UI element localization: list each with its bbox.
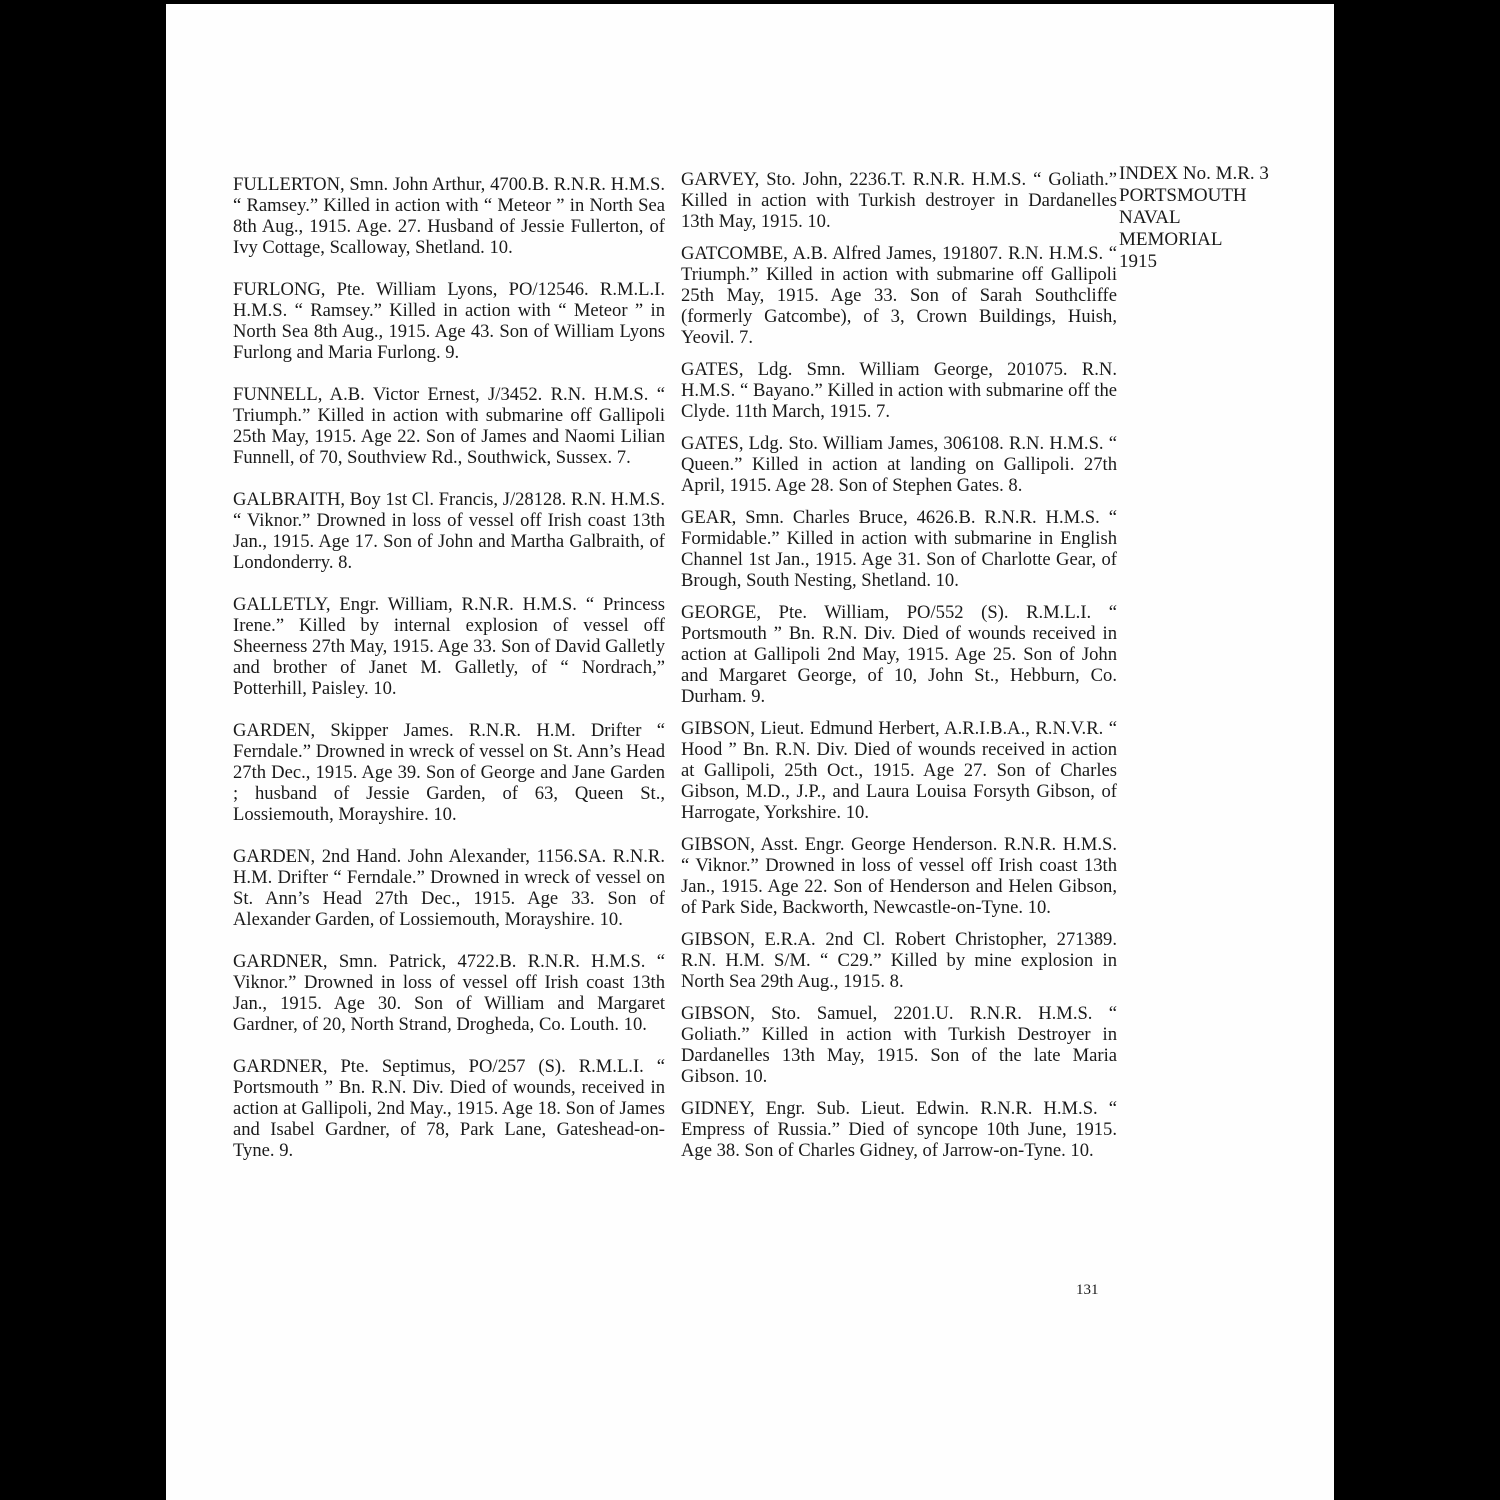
entry-furlong: FURLONG, Pte. William Lyons, PO/12546. R.M.L.I. H.M.S. “ Ramsey.” Killed in action with “ Meteor ” in North Sea 8th Aug., 1915. Age 43. Son of William Lyons Furlong and Maria Furlong. 9. bbox=[233, 279, 665, 363]
entry-gardner-septimus: GARDNER, Pte. Septimus, PO/257 (S). R.M.L.I. “ Portsmouth ” Bn. R.N. Div. Died of wounds, received in action at Gallipoli, 2nd May., 1915. Age 18. Son of James and Isabel Gardner, of 78, Park Lane, Gateshead-on-Tyne. 9. bbox=[233, 1056, 665, 1161]
entry-gatcombe: GATCOMBE, A.B. Alfred James, 191807. R.N. H.M.S. “ Triumph.” Killed in action with submarine off Gallipoli 25th May, 1915. Age 33. Son of Sarah Southcliffe (formerly Gatcombe), of 3, Crown Buildings, Huish, Yeovil. 7. bbox=[681, 243, 1117, 348]
entry-gardner-patrick: GARDNER, Smn. Patrick, 4722.B. R.N.R. H.M.S. “ Viknor.” Drowned in loss of vessel off Irish coast 13th Jan., 1915. Age 30. Son of William and Margaret Gardner, of 20, North Strand, Drogheda, Co. Louth. 10. bbox=[233, 951, 665, 1035]
entry-galletly: GALLETLY, Engr. William, R.N.R. H.M.S. “ Princess Irene.” Killed by internal explosion of vessel off Sheerness 27th May, 1915. Age 33. Son of David Galletly and brother of Janet M. Galletly, of “ Nordrach,” Potterhill, Paisley. 10. bbox=[233, 594, 665, 699]
left-column bbox=[233, 174, 665, 1182]
right-column bbox=[681, 169, 1117, 1172]
entry-gibson-robert: GIBSON, E.R.A. 2nd Cl. Robert Christopher, 271389. R.N. H.M. S/M. “ C29.” Killed by mine explosion in North Sea 29th Aug., 1915. 8. bbox=[681, 929, 1117, 992]
entry-gear: GEAR, Smn. Charles Bruce, 4626.B. R.N.R. H.M.S. “ Formidable.” Killed in action with submarine in English Channel 1st Jan., 1915. Age 31. Son of Charlotte Gear, of Brough, South Nesting, Shetland. 10. bbox=[681, 507, 1117, 591]
entry-george: GEORGE, Pte. William, PO/552 (S). R.M.L.I. “ Portsmouth ” Bn. R.N. Div. Died of wounds received in action at Gallipoli 2nd May, 1915. Age 25. Son of John and Margaret George, of 10, John St., Hebburn, Co. Durham. 9. bbox=[681, 602, 1117, 707]
page-number: 131 bbox=[1076, 1282, 1099, 1298]
entry-gidney: GIDNEY, Engr. Sub. Lieut. Edwin. R.N.R. H.M.S. “ Empress of Russia.” Died of syncope 10th June, 1915. Age 38. Son of Charles Gidney, of Jarrow-on-Tyne. 10. bbox=[681, 1098, 1117, 1161]
memorial-year: 1915 bbox=[1119, 251, 1157, 272]
entry-garden-john: GARDEN, 2nd Hand. John Alexander, 1156.SA. R.N.R. H.M. Drifter “ Ferndale.” Drowned in wreck of vessel on St. Ann’s Head 27th Dec., 1915. Age 33. Son of Alexander Garden, of Lossiemouth, Morayshire. 10. bbox=[233, 846, 665, 930]
entry-funnell: FUNNELL, A.B. Victor Ernest, J/3452. R.N. H.M.S. “ Triumph.” Killed in action with submarine off Gallipoli 25th May, 1915. Age 22. Son of James and Naomi Lilian Funnell, of 70, Southview Rd., Southwick, Sussex. 7. bbox=[233, 384, 665, 468]
memorial-name-line-2: NAVAL bbox=[1119, 207, 1181, 228]
entry-galbraith: GALBRAITH, Boy 1st Cl. Francis, J/28128. R.N. H.M.S. “ Viknor.” Drowned in loss of vessel off Irish coast 13th Jan., 1915. Age 17. Son of John and Martha Galbraith, of Londonderry. 8. bbox=[233, 489, 665, 573]
entry-gibson-edmund: GIBSON, Lieut. Edmund Herbert, A.R.I.B.A., R.N.V.R. “ Hood ” Bn. R.N. Div. Died of wounds received in action at Gallipoli, 25th Oct., 1915. Age 27. Son of Charles Gibson, M.D., J.P., and Laura Louisa Forsyth Gibson, of Harrogate, Yorkshire. 10. bbox=[681, 718, 1117, 823]
entry-gates-william-george: GATES, Ldg. Smn. William George, 201075. R.N. H.M.S. “ Bayano.” Killed in action with submarine off the Clyde. 11th March, 1915. 7. bbox=[681, 359, 1117, 422]
entry-fullerton: FULLERTON, Smn. John Arthur, 4700.B. R.N.R. H.M.S. “ Ramsey.” Killed in action with “ Meteor ” in North Sea 8th Aug., 1915. Age. 27. Husband of Jessie Fullerton, of Ivy Cottage, Scalloway, Shetland. 10. bbox=[233, 174, 665, 258]
memorial-name-line-3: MEMORIAL bbox=[1119, 229, 1223, 250]
memorial-index-heading bbox=[1119, 163, 1319, 273]
entry-gibson-george: GIBSON, Asst. Engr. George Henderson. R.N.R. H.M.S. “ Viknor.” Drowned in loss of vessel off Irish coast 13th Jan., 1915. Age 22. Son of Henderson and Helen Gibson, of Park Side, Backworth, Newcastle-on-Tyne. 10. bbox=[681, 834, 1117, 918]
scan-border-left bbox=[0, 0, 166, 1500]
memorial-name-line-1: PORTSMOUTH bbox=[1119, 185, 1247, 206]
entry-garvey: GARVEY, Sto. John, 2236.T. R.N.R. H.M.S. “ Goliath.” Killed in action with Turkish destroyer in Dardanelles 13th May, 1915. 10. bbox=[681, 169, 1117, 232]
entry-gates-william-james: GATES, Ldg. Sto. William James, 306108. R.N. H.M.S. “ Queen.” Killed in action at landing on Gallipoli. 27th April, 1915. Age 28. Son of Stephen Gates. 8. bbox=[681, 433, 1117, 496]
entry-gibson-samuel: GIBSON, Sto. Samuel, 2201.U. R.N.R. H.M.S. “ Goliath.” Killed in action with Turkish Destroyer in Dardanelles 13th May, 1915. Son of the late Maria Gibson. 10. bbox=[681, 1003, 1117, 1087]
scan-border-right bbox=[1334, 0, 1500, 1500]
entry-garden-james: GARDEN, Skipper James. R.N.R. H.M. Drifter “ Ferndale.” Drowned in wreck of vessel on St. Ann’s Head 27th Dec., 1915. Age 39. Son of George and Jane Garden ; husband of Jessie Garden, of 63, Queen St., Lossiemouth, Morayshire. 10. bbox=[233, 720, 665, 825]
index-number: INDEX No. M.R. 3 bbox=[1119, 163, 1269, 184]
